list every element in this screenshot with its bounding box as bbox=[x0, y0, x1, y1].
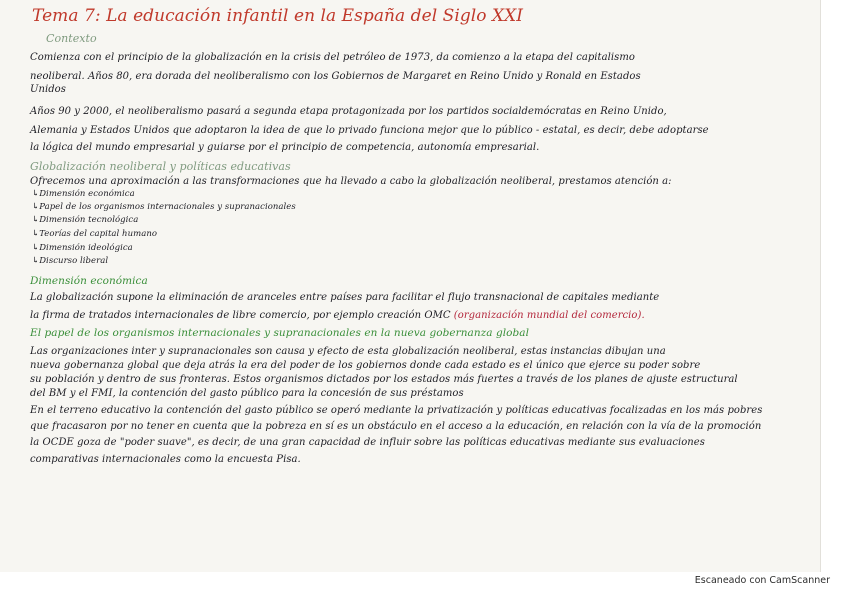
paragraph-5-line-4: comparativas internacionales como la encuesta Pisa. bbox=[30, 454, 301, 465]
bullet-label: Teorías del capital humano bbox=[39, 229, 158, 239]
section-economic-heading: Dimensión económica bbox=[30, 275, 148, 287]
bullet-item: ↳Teorías del capital humano bbox=[32, 229, 158, 239]
bullet-label: Papel de los organismos internacionales y supranacionales bbox=[39, 202, 296, 212]
bullet-label: Discurso liberal bbox=[39, 256, 109, 266]
bullet-item: ↳Dimensión ideológica bbox=[32, 243, 133, 253]
paragraph-5-line-1: En el terreno educativo la contención del gasto público se operó mediante la privatización y políticas educativas focalizadas en los más pobres bbox=[30, 405, 763, 416]
paragraph-3-line-1: La globalización supone la eliminación de aranceles entre países para facilitar el flujo transnacional de capitales mediante bbox=[30, 292, 660, 303]
paragraph-4-line-2: nueva gobernanza global que deja atrás la era del poder de los gobiernos donde cada estado es el único que ejerce su poder sobre bbox=[30, 360, 701, 371]
paragraph-3-line-2 bbox=[30, 310, 645, 321]
paragraph-4-line-4: del BM y el FMI, la contención del gasto público para la concesión de sus préstamos bbox=[30, 388, 464, 399]
intro-line: Ofrecemos una aproximación a las transformaciones que ha llevado a cabo la globalización neoliberal, prestamos atención a: bbox=[30, 176, 672, 187]
bullet-item: ↳Papel de los organismos internacionales y supranacionales bbox=[32, 202, 296, 212]
omc-note: (organización mundial del comercio). bbox=[453, 310, 645, 321]
paragraph-3-text: la firma de tratados internacionales de libre comercio, por ejemplo creación OMC bbox=[30, 310, 451, 321]
paragraph-5-line-2: que fracasaron por no tener en cuenta que la pobreza en sí es un obstáculo en el acceso a la educación, en relación con la vía de la promoción bbox=[30, 421, 762, 432]
bullet-item: ↳Dimensión económica bbox=[32, 189, 135, 199]
paragraph-1-line-2: neoliberal. Años 80, era dorada del neoliberalismo con los Gobiernos de Margaret en Reino Unido y Ronald en Estados bbox=[30, 71, 641, 82]
bullet-label: Dimensión tecnológica bbox=[39, 215, 139, 225]
bullet-item: ↳Dimensión tecnológica bbox=[32, 215, 139, 225]
paragraph-2-line-1: Años 90 y 2000, el neoliberalismo pasará a segunda etapa protagonizada por los partidos socialdemócratas en Reino Unido, bbox=[30, 106, 667, 117]
page-title: Tema 7: La educación infantil en la España del Siglo XXI bbox=[32, 6, 524, 26]
bullet-label: Dimensión ideológica bbox=[39, 243, 133, 253]
paragraph-4-line-1: Las organizaciones inter y supranacionales son causa y efecto de esta globalización neoliberal, estas instancias dibujan una bbox=[30, 346, 666, 357]
paragraph-1-line-3: Unidos bbox=[30, 84, 66, 95]
paragraph-5-line-3: la OCDE goza de "poder suave", es decir, de una gran capacidad de influir sobre las políticas educativas mediante sus evaluaciones bbox=[30, 437, 705, 448]
section-organisms-heading: El papel de los organismos internacionales y supranacionales en la nueva gobernanza global bbox=[30, 327, 529, 339]
section-globalization-heading: Globalización neoliberal y políticas educativas bbox=[30, 160, 291, 173]
bullet-item: ↳Discurso liberal bbox=[32, 256, 109, 266]
bullet-label: Dimensión económica bbox=[39, 189, 135, 199]
paragraph-4-line-3: su población y dentro de sus fronteras. Estos organismos dictados por los estados más fuertes a través de los planes de ajuste estructural bbox=[30, 374, 738, 385]
scanner-watermark: Escaneado con CamScanner bbox=[694, 575, 830, 586]
paragraph-2-line-3: la lógica del mundo empresarial y guiarse por el principio de competencia, autonomía empresarial. bbox=[30, 142, 540, 153]
context-heading: Contexto bbox=[46, 32, 97, 45]
paragraph-1-line-1: Comienza con el principio de la globalización en la crisis del petróleo de 1973, da comienzo a la etapa del capitalismo bbox=[30, 52, 635, 63]
paragraph-2-line-2: Alemania y Estados Unidos que adoptaron la idea de que lo privado funciona mejor que lo público - estatal, es decir, debe adoptarse bbox=[30, 125, 709, 136]
